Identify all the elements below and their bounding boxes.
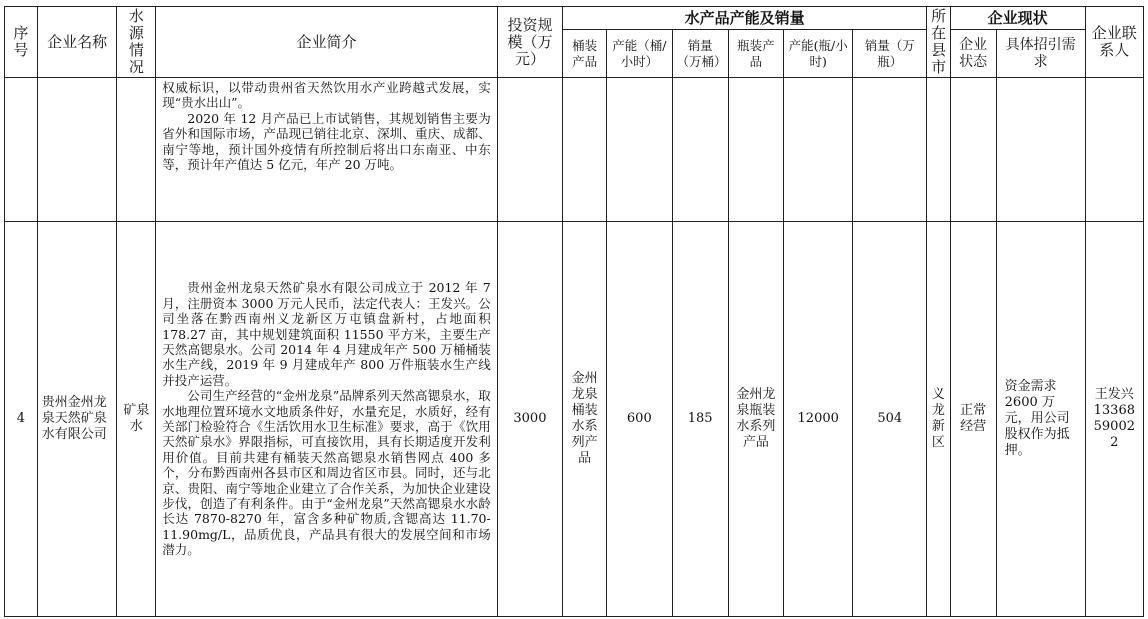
cell-barrel-capacity <box>607 78 672 222</box>
cell-barrel-product <box>563 78 607 222</box>
header-needs: 具体招引需求 <box>996 30 1085 78</box>
cell-company-name: 贵州金州龙泉天然矿泉水有限公司 <box>37 222 117 617</box>
cell-county: 义龙新区 <box>927 222 951 617</box>
cell-barrel-product: 金州龙泉桶装水系列产品 <box>563 222 607 617</box>
table-row <box>5 222 1144 617</box>
header-company-name: 企业名称 <box>37 7 117 78</box>
cell-status <box>950 78 996 222</box>
cell-bottle-capacity: 12000 <box>783 222 853 617</box>
header-seq: 序号 <box>5 7 38 78</box>
header-status: 企业状态 <box>950 30 996 78</box>
cell-seq <box>5 78 38 222</box>
cell-bottle-product <box>728 78 783 222</box>
header-barrel-sales: 销量（万桶） <box>672 30 728 78</box>
cell-bottle-product: 金州龙泉瓶装水系列产品 <box>728 222 783 617</box>
header-barrel-product: 桶装产品 <box>563 30 607 78</box>
cell-bottle-capacity <box>783 78 853 222</box>
header-barrel-capacity: 产能（桶/小时） <box>607 30 672 78</box>
header-status-group: 企业现状 <box>950 7 1085 30</box>
cell-needs <box>996 78 1085 222</box>
cell-barrel-sales <box>672 78 728 222</box>
intro-paragraph: 贵州金州龙泉天然矿泉水有限公司成立于 2012 年 7 月，注册资本 3000 万元人民币，法定代表人：王发兴。公司坐落在黔西南州义龙新区万屯镇盘新村，占地面积 178.27 亩，其中规划建筑面积 11550 平方米，主要生产天然高锶泉水。公司 2014 年 4 月建成年产 500 万桶桶装水生产线，2019 年 9 月建成年产 800 万件瓶装水生产线并投产运营。 <box>162 280 491 388</box>
intro-paragraph: 2020 年 12 月产品已上市试销售，其规划销售主要为省外和国际市场，产品现已销往北京、深圳、重庆、成都、南宁等地，预计国外疫情有所控制后将出口东南亚、中东等，预计年产值达 5 亿元，年产 20 万吨。 <box>162 110 491 173</box>
cell-contact: 王发兴 13368590022 <box>1085 222 1143 617</box>
cell-needs: 资金需求 2600 万元，用公司股权作为抵押。 <box>996 222 1085 617</box>
header-bottle-capacity: 产能(瓶/小时) <box>783 30 853 78</box>
cell-contact <box>1085 78 1143 222</box>
intro-paragraph: 公司生产经营的“金州龙泉”品牌系列天然高锶泉水，取水地理位置环境水文地质条件好，水量充足，水质好，经有关部门检验符合《生活饮用水卫生标准》要求，高于《饮用天然矿泉水》界限指标，可直接饮用，具有长期适度开发利用价值。目前共建有桶装天然高锶泉水销售网点 400 多个，分布黔西南州各县市区和周边省区市县。同时，还与北京、贵阳、南宁等地企业建立了合作关系，为加快企业建设步伐，创造了有利条件。由于“金州龙泉”天然高锶泉水水龄长达 7870-8270 年，富含多种矿物质,含锶高达 11.70-11.90mg/L，品质优良，产品具有很大的发展空间和市场潜力。 <box>162 388 491 558</box>
header-water-source: 水源情况 <box>117 7 156 78</box>
header-capacity-group: 水产品产能及销量 <box>563 7 927 30</box>
cell-seq: 4 <box>5 222 38 617</box>
cell-county <box>927 78 951 222</box>
header-contact: 企业联系人 <box>1085 7 1143 78</box>
cell-intro <box>156 78 497 222</box>
table-row <box>5 78 1144 222</box>
intro-paragraph: 权威标识，以带动贵州省天然饮用水产业跨越式发展，实现“贵水出山”。 <box>162 80 491 111</box>
cell-status: 正常经营 <box>950 222 996 617</box>
header-investment: 投资规模（万元） <box>497 7 562 78</box>
header-intro: 企业简介 <box>156 7 497 78</box>
cell-barrel-capacity: 600 <box>607 222 672 617</box>
enterprise-table <box>4 6 1144 617</box>
cell-water-source: 矿泉水 <box>117 222 156 617</box>
header-county: 所在县市 <box>927 7 951 78</box>
cell-barrel-sales: 185 <box>672 222 728 617</box>
header-bottle-product: 瓶装产品 <box>728 30 783 78</box>
cell-investment <box>497 78 562 222</box>
cell-bottle-sales: 504 <box>853 222 927 617</box>
cell-bottle-sales <box>853 78 927 222</box>
header-bottle-sales: 销量（万瓶） <box>853 30 927 78</box>
cell-investment: 3000 <box>497 222 562 617</box>
cell-company-name <box>37 78 117 222</box>
cell-water-source <box>117 78 156 222</box>
cell-intro <box>156 222 497 617</box>
